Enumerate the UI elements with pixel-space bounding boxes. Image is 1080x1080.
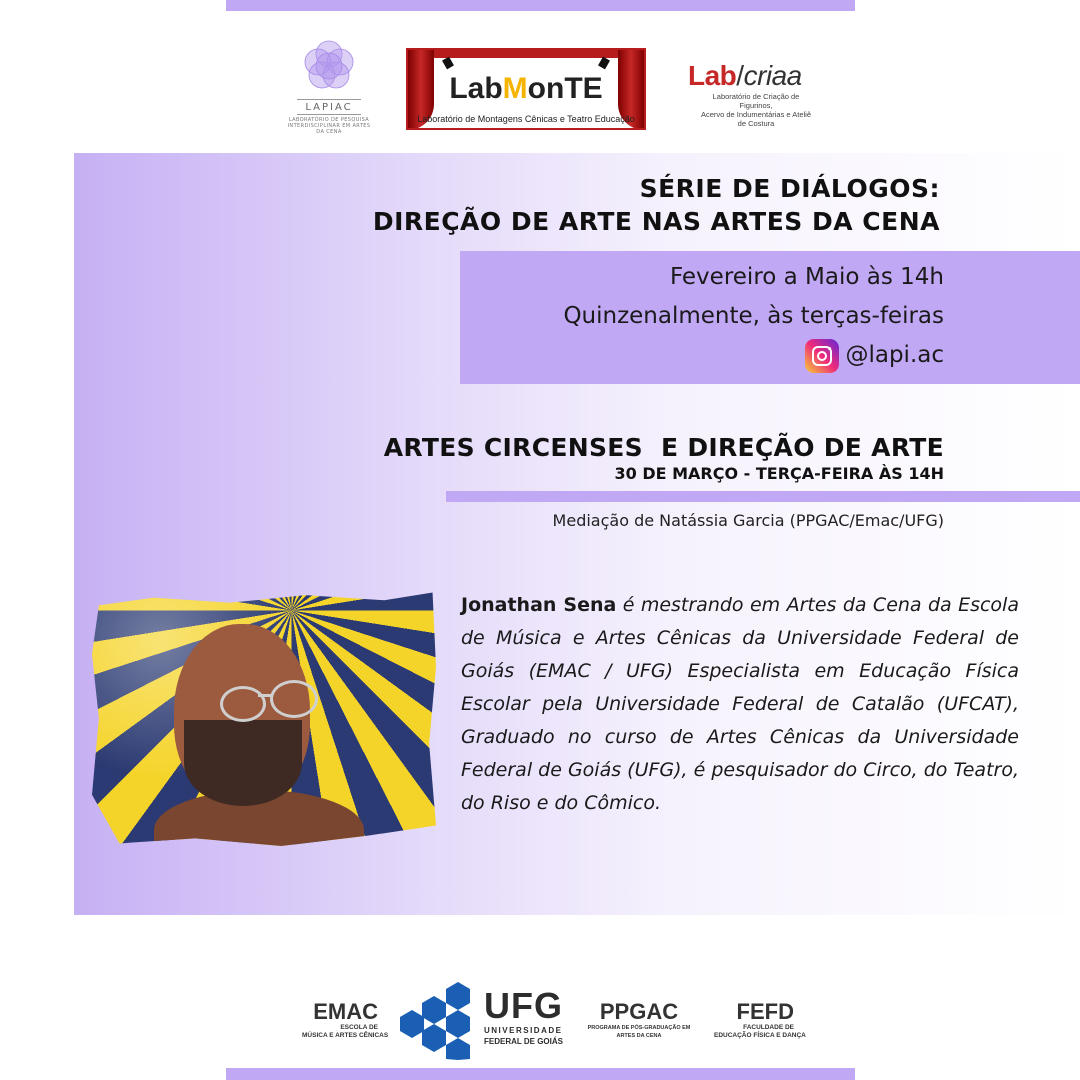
schedule-months: Fevereiro a Maio às 14h [669, 264, 944, 290]
ufg-line-2: FEDERAL DE GOIÁS [484, 1037, 563, 1046]
emac-line-1: ESCOLA DE [340, 1024, 378, 1031]
lapiac-subtitle: LABORATÓRIO DE PESQUISA INTERDISCIPLINAR EM ARTES DA CENA [287, 117, 371, 135]
flower-of-life-icon [299, 36, 359, 96]
ppgac-line-1: PROGRAMA DE PÓS-GRADUAÇÃO EM [587, 1025, 691, 1031]
ppgac-name: PPGAC [599, 999, 679, 1024]
labmonte-subtitle: Laboratório de Montagens Cênicas e Teatro Educação [417, 114, 635, 124]
fefd-line-2: EDUCAÇÃO FÍSICA E DANÇA [714, 1032, 806, 1039]
fefd-line-1: FACULDADE DE [743, 1024, 794, 1031]
session-date: 30 DE MARÇO - TERÇA-FEIRA ÀS 14H [614, 464, 944, 483]
speaker-bio-text: é mestrando em Artes da Cena da Escola de Música e Artes Cênicas da Universidade Federal de Goiás (EMAC / UFG) Especialista em Educação Física Escolar pela Universidade Federal de Catalão (UFCAT), Graduado no curso de Artes Cênicas da Universidade Federal de Goiás (UFG), é pesquisador do Circo, do Teatro, do Riso e do Cômico. [461, 594, 1019, 814]
series-title-line-2: DIREÇÃO DE ARTE NAS ARTES DA CENA [372, 207, 940, 236]
ppgac-line-2: ARTES DA CENA [616, 1033, 662, 1039]
ufg-text [484, 985, 563, 1046]
emac-logo [302, 999, 389, 1040]
bottom-accent-bar [226, 1068, 855, 1080]
instagram-icon [805, 339, 839, 373]
session-title: ARTES CIRCENSES E DIREÇÃO DE ARTE [383, 433, 944, 462]
ppgac-logo [584, 1000, 694, 1040]
labcriaa-logo [688, 60, 838, 128]
fefd-name: FEFD [736, 999, 794, 1024]
labcriaa-subtitle-2: Acervo de Indumentárias e Ateliê de Costura [700, 110, 812, 128]
ufg-line-1: UNIVERSIDADE [484, 1026, 563, 1035]
instagram-link[interactable] [563, 336, 944, 375]
lapiac-logo [284, 36, 374, 135]
instagram-handle: @lapi.ac [845, 342, 944, 368]
fefd-logo [714, 999, 806, 1040]
schedule-frequency: Quinzenalmente, às terças-feiras [563, 303, 944, 329]
ufg-logo [400, 978, 570, 1060]
speaker-photo [92, 590, 436, 846]
labcriaa-name: Lab/criaa [688, 60, 802, 91]
speaker-bio [461, 589, 1019, 820]
series-title-line-1: SÉRIE DE DIÁLOGOS: [639, 174, 940, 203]
labmonte-logo [406, 48, 646, 130]
top-accent-bar [226, 0, 855, 11]
hexagon-cluster-icon [400, 978, 482, 1060]
emac-line-2: MÚSICA E ARTES CÊNICAS [302, 1032, 389, 1039]
labcriaa-subtitle-1: Laboratório de Criação de Figurinos, [712, 92, 800, 110]
series-title [373, 172, 940, 238]
lapiac-name: LAPIAC [305, 102, 353, 113]
mediation-text: Mediação de Natássia Garcia (PPGAC/Emac/UFG) [552, 511, 944, 530]
glasses-icon [220, 686, 266, 722]
speaker-name: Jonathan Sena [461, 594, 617, 616]
labmonte-name: LabMonTE [449, 72, 603, 105]
section-divider-bar [446, 491, 1080, 502]
ufg-name: UFG [484, 985, 563, 1026]
schedule-info [563, 258, 944, 375]
emac-name: EMAC [313, 999, 378, 1024]
